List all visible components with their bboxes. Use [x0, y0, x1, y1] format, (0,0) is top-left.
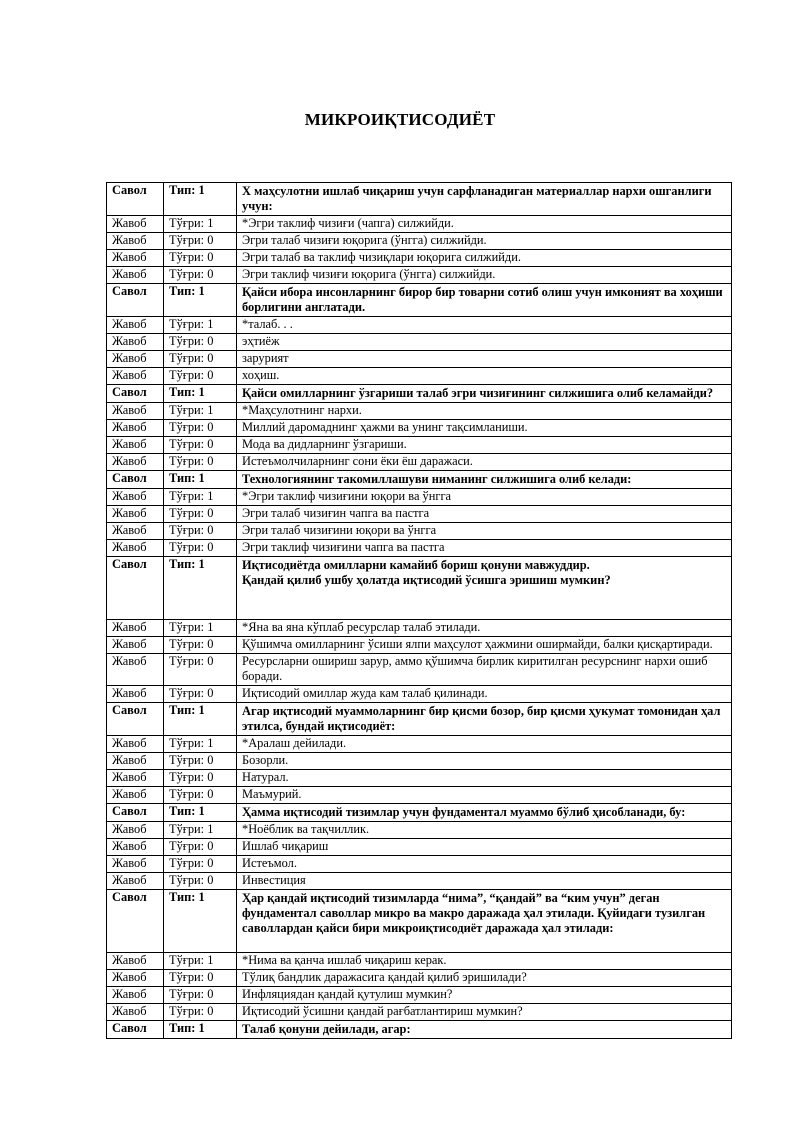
answer-correctness: Тўғри: 1 [164, 736, 237, 753]
answer-correctness: Тўғри: 0 [164, 250, 237, 267]
question-label: Савол [107, 183, 164, 216]
answer-text: Ишлаб чиқариш [237, 839, 732, 856]
answer-correctness: Тўғри: 0 [164, 437, 237, 454]
answer-row [107, 351, 732, 368]
question-text: Қайси омилларнинг ўзгариши талаб эгри чизиғининг силжишига олиб келамайди? [237, 385, 732, 403]
question-label: Савол [107, 385, 164, 403]
answer-row [107, 233, 732, 250]
answer-text: хоҳиш. [237, 368, 732, 385]
answer-text: Эгри талаб чизиғини юқори ва ўнгга [237, 523, 732, 540]
answer-text: Бозорли. [237, 753, 732, 770]
answer-correctness: Тўғри: 0 [164, 787, 237, 804]
question-text: Иқтисодиётда омилларни камайиб бориш қонуни мавжуддир. Қандай қилиб ушбу ҳолатда иқтисодий ўсишга эришиш мумкин? [237, 557, 732, 620]
answer-correctness: Тўғри: 1 [164, 403, 237, 420]
question-type: Тип: 1 [164, 1021, 237, 1039]
answer-text: Эгри таклиф чизиғи юқорига (ўнгга) силжийди. [237, 267, 732, 284]
answer-text: Иқтисодий ўсишни қандай рағбатлантириш мумкин? [237, 1004, 732, 1021]
answer-text: Тўлиқ бандлик даражасига қандай қилиб эришилади? [237, 970, 732, 987]
answer-text: Иқтисодий омиллар жуда кам талаб қилинади. [237, 686, 732, 703]
question-type: Тип: 1 [164, 804, 237, 822]
answer-text: Инвестиция [237, 873, 732, 890]
question-row [107, 284, 732, 317]
answer-correctness: Тўғри: 0 [164, 686, 237, 703]
answer-correctness: Тўғри: 0 [164, 420, 237, 437]
question-row [107, 385, 732, 403]
answer-row [107, 873, 732, 890]
answer-label: Жавоб [107, 267, 164, 284]
question-row [107, 1021, 732, 1039]
answer-row [107, 489, 732, 506]
answer-correctness: Тўғри: 0 [164, 506, 237, 523]
answer-row [107, 267, 732, 284]
question-label: Савол [107, 284, 164, 317]
answer-correctness: Тўғри: 0 [164, 839, 237, 856]
answer-label: Жавоб [107, 334, 164, 351]
answer-label: Жавоб [107, 403, 164, 420]
answer-label: Жавоб [107, 250, 164, 267]
question-text: Ҳамма иқтисодий тизимлар учун фундаментал муаммо бўлиб ҳисобланади, бу: [237, 804, 732, 822]
answer-text: Инфляциядан қандай қутулиш мумкин? [237, 987, 732, 1004]
answer-text: *талаб. . . [237, 317, 732, 334]
answer-row [107, 753, 732, 770]
answer-text: *Эгри таклиф чизиғи (чапга) силжийди. [237, 216, 732, 233]
answer-text: *Эгри таклиф чизиғини юқори ва ўнгга [237, 489, 732, 506]
answer-text: *Маҳсулотнинг нархи. [237, 403, 732, 420]
answer-label: Жавоб [107, 506, 164, 523]
answer-correctness: Тўғри: 0 [164, 654, 237, 686]
answer-text: *Нима ва қанча ишлаб чиқариш керак. [237, 953, 732, 970]
answer-row [107, 970, 732, 987]
answer-text: Истеъмолчиларнинг сони ёки ёш даражаси. [237, 454, 732, 471]
answer-label: Жавоб [107, 523, 164, 540]
answer-correctness: Тўғри: 1 [164, 317, 237, 334]
answer-text: зарурият [237, 351, 732, 368]
answer-row [107, 437, 732, 454]
answer-row [107, 953, 732, 970]
question-type: Тип: 1 [164, 183, 237, 216]
answer-correctness: Тўғри: 0 [164, 1004, 237, 1021]
answer-text: Қўшимча омилларнинг ўсиши ялпи маҳсулот ҳажмини оширмайди, балки қисқартиради. [237, 637, 732, 654]
answer-row [107, 822, 732, 839]
answer-row [107, 420, 732, 437]
question-label: Савол [107, 557, 164, 620]
answer-correctness: Тўғри: 0 [164, 233, 237, 250]
answer-row [107, 250, 732, 267]
answer-label: Жавоб [107, 454, 164, 471]
answer-label: Жавоб [107, 686, 164, 703]
question-row [107, 183, 732, 216]
answer-correctness: Тўғри: 0 [164, 368, 237, 385]
answer-row [107, 216, 732, 233]
question-type: Тип: 1 [164, 890, 237, 953]
answer-correctness: Тўғри: 0 [164, 267, 237, 284]
answer-correctness: Тўғри: 0 [164, 873, 237, 890]
answer-label: Жавоб [107, 540, 164, 557]
question-label: Савол [107, 890, 164, 953]
question-row [107, 890, 732, 953]
answer-correctness: Тўғри: 0 [164, 637, 237, 654]
answer-row [107, 506, 732, 523]
answer-correctness: Тўғри: 1 [164, 822, 237, 839]
question-text: Ҳар қандай иқтисодий тизимларда “нима”, “қандай” ва “ким учун” деган фундаментал саволлар микро ва макро даражада ҳал этилади. Қуйидаги тузилган саволлардан қайси бири микроиқтисодиёт даражада ҳал этилади: [237, 890, 732, 953]
answer-label: Жавоб [107, 351, 164, 368]
answer-label: Жавоб [107, 368, 164, 385]
page-title: МИКРОИҚТИСОДИЁТ [304, 110, 496, 129]
answer-label: Жавоб [107, 822, 164, 839]
answer-row [107, 686, 732, 703]
question-row [107, 804, 732, 822]
question-row [107, 557, 732, 620]
answer-text: Эгри талаб чизиғи юқорига (ўнгга) силжийди. [237, 233, 732, 250]
answer-row [107, 334, 732, 351]
answer-row [107, 454, 732, 471]
answer-text: Истеъмол. [237, 856, 732, 873]
answer-row [107, 540, 732, 557]
questions-table [106, 182, 732, 1039]
answer-row [107, 839, 732, 856]
question-type: Тип: 1 [164, 703, 237, 736]
questions-table-body [107, 183, 732, 1039]
answer-text: Эгри таклиф чизиғини чапга ва пастга [237, 540, 732, 557]
question-row [107, 471, 732, 489]
answer-text: Эгри талаб чизиғин чапга ва пастга [237, 506, 732, 523]
answer-correctness: Тўғри: 0 [164, 770, 237, 787]
answer-row [107, 1004, 732, 1021]
answer-label: Жавоб [107, 437, 164, 454]
answer-text: эҳтиёж [237, 334, 732, 351]
answer-correctness: Тўғри: 1 [164, 953, 237, 970]
answer-text: Маъмурий. [237, 787, 732, 804]
answer-row [107, 787, 732, 804]
answer-row [107, 856, 732, 873]
question-type: Тип: 1 [164, 385, 237, 403]
answer-label: Жавоб [107, 736, 164, 753]
answer-label: Жавоб [107, 216, 164, 233]
answer-correctness: Тўғри: 0 [164, 856, 237, 873]
answer-text: *Аралаш дейилади. [237, 736, 732, 753]
answer-label: Жавоб [107, 873, 164, 890]
answer-correctness: Тўғри: 1 [164, 489, 237, 506]
question-text: X маҳсулотни ишлаб чиқариш учун сарфланадиган материаллар нархи ошганлиги учун: [237, 183, 732, 216]
answer-row [107, 654, 732, 686]
answer-label: Жавоб [107, 770, 164, 787]
answer-correctness: Тўғри: 0 [164, 753, 237, 770]
question-label: Савол [107, 471, 164, 489]
question-label: Савол [107, 804, 164, 822]
question-text: Қайси ибора инсонларнинг бирор бир товарни сотиб олиш учун имконият ва хоҳиши борлигини англатади. [237, 284, 732, 317]
answer-correctness: Тўғри: 0 [164, 540, 237, 557]
question-type: Тип: 1 [164, 557, 237, 620]
question-label: Савол [107, 1021, 164, 1039]
answer-label: Жавоб [107, 953, 164, 970]
answer-label: Жавоб [107, 987, 164, 1004]
answer-correctness: Тўғри: 0 [164, 334, 237, 351]
answer-row [107, 770, 732, 787]
question-row [107, 703, 732, 736]
answer-label: Жавоб [107, 753, 164, 770]
answer-text: Эгри талаб ва таклиф чизиқлари юқорига силжийди. [237, 250, 732, 267]
answer-correctness: Тўғри: 0 [164, 987, 237, 1004]
question-type: Тип: 1 [164, 284, 237, 317]
answer-correctness: Тўғри: 0 [164, 970, 237, 987]
question-text: Технологиянинг такомиллашуви ниманинг силжишига олиб келади: [237, 471, 732, 489]
answer-row [107, 987, 732, 1004]
answer-label: Жавоб [107, 637, 164, 654]
answer-label: Жавоб [107, 839, 164, 856]
answer-text: Мода ва дидларнинг ўзгариши. [237, 437, 732, 454]
answer-label: Жавоб [107, 620, 164, 637]
answer-text: *Ноёблик ва тақчиллик. [237, 822, 732, 839]
answer-correctness: Тўғри: 0 [164, 523, 237, 540]
answer-row [107, 637, 732, 654]
answer-row [107, 403, 732, 420]
answer-correctness: Тўғри: 1 [164, 216, 237, 233]
answer-row [107, 736, 732, 753]
answer-label: Жавоб [107, 787, 164, 804]
answer-row [107, 317, 732, 334]
question-label: Савол [107, 703, 164, 736]
answer-label: Жавоб [107, 970, 164, 987]
answer-label: Жавоб [107, 654, 164, 686]
answer-label: Жавоб [107, 317, 164, 334]
answer-correctness: Тўғри: 1 [164, 620, 237, 637]
answer-text: *Яна ва яна кўплаб ресурслар талаб этилади. [237, 620, 732, 637]
answer-text: Натурал. [237, 770, 732, 787]
answer-text: Миллий даромаднинг ҳажми ва унинг тақсимланиши. [237, 420, 732, 437]
answer-label: Жавоб [107, 489, 164, 506]
answer-label: Жавоб [107, 856, 164, 873]
answer-label: Жавоб [107, 233, 164, 250]
answer-correctness: Тўғри: 0 [164, 454, 237, 471]
answer-row [107, 523, 732, 540]
answer-correctness: Тўғри: 0 [164, 351, 237, 368]
answer-text: Ресурсларни ошириш зарур, аммо қўшимча бирлик киритилган ресурснинг нархи ошиб боради. [237, 654, 732, 686]
question-type: Тип: 1 [164, 471, 237, 489]
answer-row [107, 620, 732, 637]
question-text: Агар иқтисодий муаммоларнинг бир қисми бозор, бир қисми ҳукумат томонидан ҳал этилса, бундай иқтисодиёт: [237, 703, 732, 736]
answer-label: Жавоб [107, 420, 164, 437]
answer-row [107, 368, 732, 385]
answer-label: Жавоб [107, 1004, 164, 1021]
question-text: Талаб қонуни дейилади, агар: [237, 1021, 732, 1039]
